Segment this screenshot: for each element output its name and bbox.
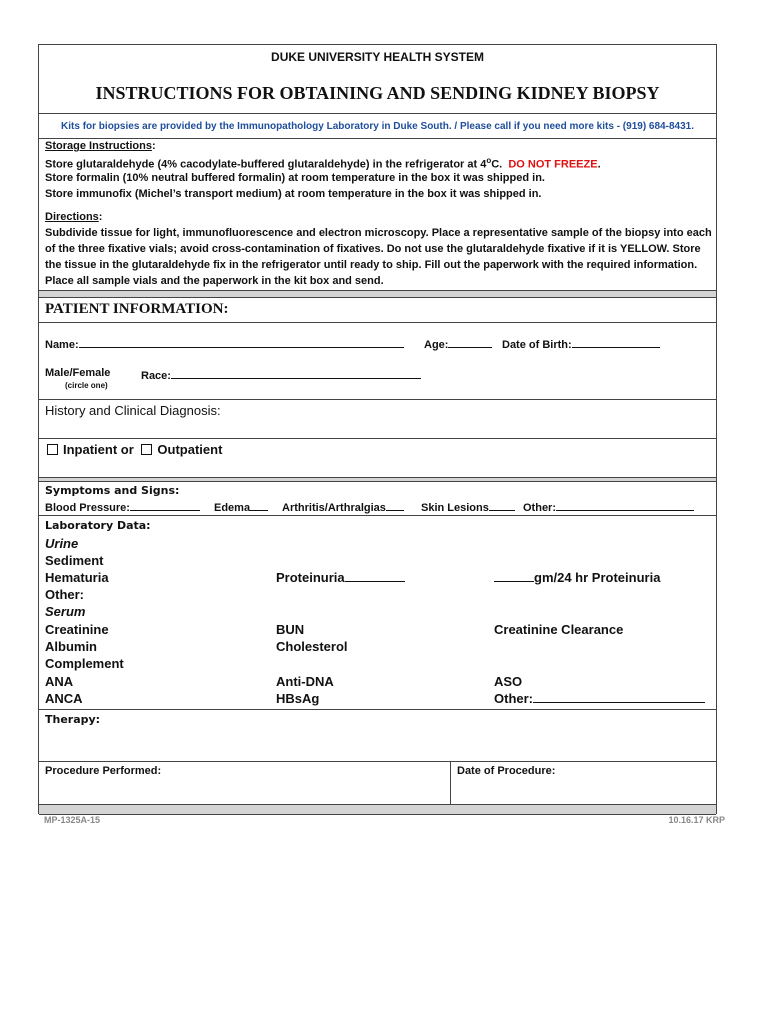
edema-field[interactable]: Edema — [214, 499, 268, 514]
page-title: INSTRUCTIONS FOR OBTAINING AND SENDING KIDNEY BIOPSY — [95, 83, 660, 103]
storage-heading: Storage Instructions: — [45, 140, 156, 152]
inpatient-label: Inpatient or — [63, 442, 134, 457]
directions-line: Subdivide tissue for light, immunofluorescence and electron microscopy. Place a representative sample of the biopsy into each — [45, 227, 712, 239]
divider — [39, 709, 716, 710]
urine-label: Urine — [45, 536, 79, 551]
anti-dna-field[interactable]: Anti-DNA — [276, 674, 334, 689]
directions-line: Place all sample vials and the paperwork in the kit box and send. — [45, 275, 384, 287]
complement-field[interactable]: Complement — [45, 656, 124, 671]
patient-info-heading: PATIENT INFORMATION: — [45, 301, 229, 317]
bun-field[interactable]: BUN — [276, 622, 305, 637]
aso-field[interactable]: ASO — [494, 674, 523, 689]
divider — [39, 515, 716, 516]
hematuria-field[interactable]: Hematuria — [45, 570, 109, 585]
creatinine-field[interactable]: Creatinine — [45, 622, 109, 637]
proteinuria-field[interactable]: Proteinuria — [276, 570, 405, 585]
serum-label: Serum — [45, 604, 86, 619]
cholesterol-field[interactable]: Cholesterol — [276, 639, 348, 654]
org-name: DUKE UNIVERSITY HEALTH SYSTEM — [271, 50, 484, 64]
outpatient-checkbox[interactable] — [141, 444, 152, 455]
creatinine-clearance-field[interactable]: Creatinine Clearance — [494, 622, 624, 637]
revision-code: 10.16.17 KRP — [668, 815, 725, 825]
storage-line-1: Store glutaraldehyde (4% cacodylate-buffered glutaraldehyde) in the refrigerator at 4$^o$C. DO NOT FREEZE. — [45, 156, 601, 171]
proteinuria-24hr-field[interactable]: gm/24 hr Proteinuria — [494, 570, 660, 585]
procedure-performed-field[interactable]: Procedure Performed: — [45, 765, 162, 777]
race-field[interactable]: Race: — [141, 367, 421, 382]
do-not-freeze-warning: DO NOT FREEZE — [508, 158, 598, 171]
outpatient-label: Outpatient — [157, 442, 223, 457]
divider — [39, 138, 716, 139]
sex-hint: (circle one) — [65, 381, 108, 390]
anca-field[interactable]: ANCA — [45, 691, 83, 706]
sediment-field[interactable]: Sediment — [45, 553, 104, 568]
inpatient-checkbox[interactable] — [47, 444, 58, 455]
name-field[interactable]: Name: — [45, 336, 404, 351]
age-field[interactable]: Age: — [424, 336, 492, 351]
separator-band — [39, 477, 716, 482]
separator-band — [39, 290, 716, 298]
divider — [39, 399, 716, 400]
urine-other-field[interactable]: Other: — [45, 587, 84, 602]
biopsy-form — [38, 44, 717, 814]
albumin-field[interactable]: Albumin — [45, 639, 97, 654]
hbsag-field[interactable]: HBsAg — [276, 691, 320, 706]
storage-line-2: Store formalin (10% neutral buffered formalin) at room temperature in the box it was shipped in. — [45, 172, 545, 184]
skin-lesions-field[interactable]: Skin Lesions — [421, 499, 515, 514]
history-diagnosis-field[interactable]: History and Clinical Diagnosis: — [45, 403, 221, 418]
patient-type-options — [47, 442, 222, 457]
arthritis-field[interactable]: Arthritis/Arthralgias — [282, 499, 404, 514]
serum-other-field[interactable]: Other: — [494, 691, 705, 706]
symptoms-other-field[interactable]: Other: — [523, 499, 694, 514]
directions-heading: Directions: — [45, 211, 103, 223]
kits-note: Kits for biopsies are provided by the Immunopathology Laboratory in Duke South. / Please call if you need more kits - (919) 684-8431. — [61, 121, 694, 132]
divider — [39, 113, 716, 114]
directions-line: the tissue in the glutaraldehyde fix in the refrigerator until ready to ship. Fill out the paperwork with the required information. — [45, 259, 698, 271]
dob-field[interactable]: Date of Birth: — [502, 336, 660, 351]
divider — [39, 322, 716, 323]
directions-line: of the three fixative vials; avoid cross-contamination of fixatives. Do not use the glutaraldehyde fixative if it is YELLOW. Store — [45, 243, 701, 255]
symptoms-heading: Symptoms and Signs: — [45, 484, 180, 497]
blood-pressure-field[interactable]: Blood Pressure: — [45, 499, 200, 514]
divider — [39, 438, 716, 439]
date-of-procedure-field[interactable]: Date of Procedure: — [457, 765, 556, 777]
divider — [39, 761, 716, 762]
separator-band — [39, 804, 716, 815]
form-code: MP-1325A-15 — [44, 815, 101, 825]
therapy-field[interactable]: Therapy: — [45, 713, 101, 726]
storage-line-3: Store immunofix (Michel’s transport medium) at room temperature in the box it was shipped in. — [45, 188, 542, 200]
sex-field[interactable]: Male/Female — [45, 367, 111, 379]
vertical-divider — [450, 761, 451, 804]
lab-heading: Laboratory Data: — [45, 519, 151, 532]
ana-field[interactable]: ANA — [45, 674, 74, 689]
